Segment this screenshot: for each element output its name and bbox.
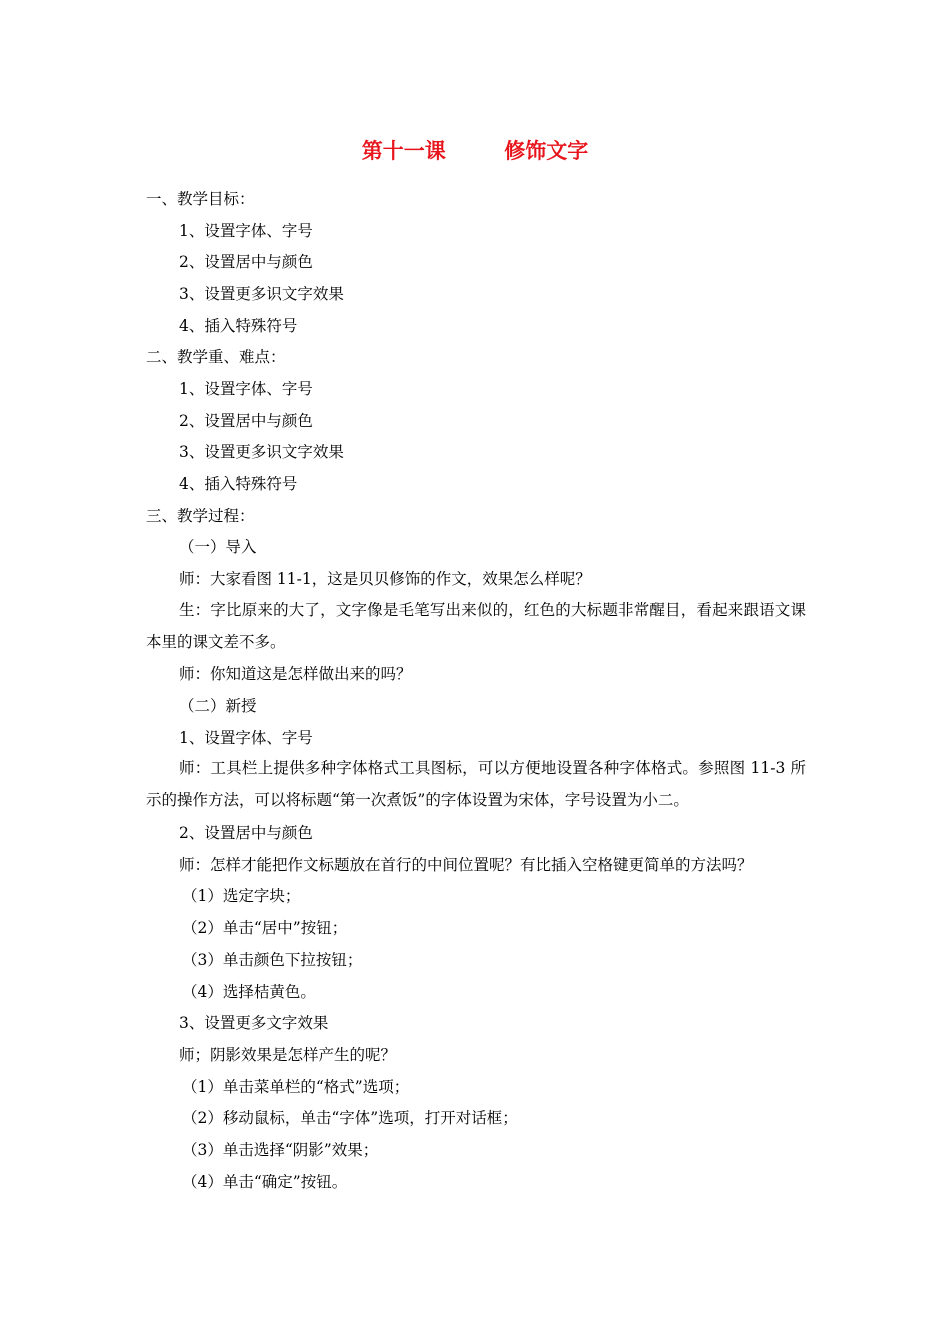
- step1-heading: 1、设置字体、字号: [179, 729, 313, 747]
- key-point-item: 3、设置更多识文字效果: [179, 443, 344, 461]
- goals-heading: 一、教学目标：: [146, 190, 255, 208]
- step2-item: （3）单击颜色下拉按钮；: [182, 951, 363, 969]
- step2-item: （1）选定字块；: [182, 887, 301, 905]
- lesson-title: 第十一课 修饰文字: [361, 138, 589, 163]
- intro-heading: （一）导入: [179, 538, 257, 556]
- process-heading: 三、教学过程：: [146, 507, 255, 525]
- key-point-item: 4、插入特殊符号: [179, 475, 298, 493]
- key-point-item: 1、设置字体、字号: [179, 380, 313, 398]
- key-points-heading: 二、教学重、难点：: [146, 348, 286, 366]
- goal-item: 3、设置更多识文字效果: [179, 285, 344, 303]
- new-lesson-heading: （二）新授: [179, 697, 257, 715]
- key-point-item: 2、设置居中与颜色: [179, 412, 313, 430]
- goal-item: 1、设置字体、字号: [179, 222, 313, 240]
- step2-item: （2）单击“居中”按钮；: [182, 919, 348, 937]
- step3-heading: 3、设置更多文字效果: [179, 1014, 329, 1032]
- teacher-line: 师：大家看图 11-1，这是贝贝修饰的作文，效果怎么样呢？: [179, 570, 591, 588]
- goal-item: 4、插入特殊符号: [179, 317, 298, 335]
- step2-text: 师：怎样才能把作文标题放在首行的中间位置呢？有比插入空格键更简单的方法吗？: [179, 856, 753, 874]
- step3-item: （4）单击“确定”按钮。: [182, 1173, 348, 1191]
- step3-item: （1）单击菜单栏的“格式”选项；: [182, 1078, 410, 1096]
- step2-item: （4）选择桔黄色。: [182, 983, 316, 1001]
- step3-text: 师；阴影效果是怎样产生的呢？: [179, 1046, 397, 1064]
- goal-item: 2、设置居中与颜色: [179, 253, 313, 271]
- teacher-line: 师：你知道这是怎样做出来的吗？: [179, 665, 412, 683]
- step3-item: （3）单击选择“阴影”效果；: [182, 1141, 379, 1159]
- step1-paragraph: 师：工具栏上提供多种字体格式工具图标，可以方便地设置各种字体格式。参照图 11-3 所示的操作方法，可以将标题“第一次煮饭”的字体设置为宋体，字号设置为小二。: [146, 759, 806, 809]
- step2-heading: 2、设置居中与颜色: [179, 824, 313, 842]
- step3-item: （2）移动鼠标，单击“字体”选项，打开对话框；: [182, 1109, 518, 1127]
- student-paragraph: 生：字比原来的大了，文字像是毛笔写出来似的，红色的大标题非常醒目，看起来跟语文课本里的课文差不多。: [146, 601, 806, 651]
